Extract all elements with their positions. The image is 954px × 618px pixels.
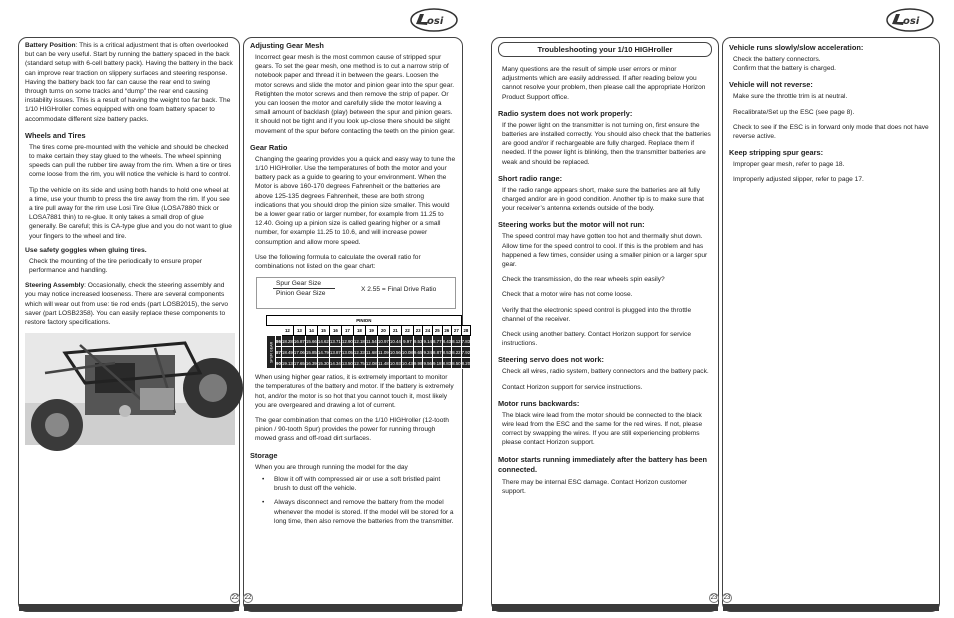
svg-text:osi: osi xyxy=(903,16,920,27)
pinion-header: 16 xyxy=(329,326,341,336)
motor-backwards-heading: Motor runs backwards: xyxy=(498,398,580,408)
ratio-cell: 12.18 xyxy=(353,336,365,347)
ratio-cell: 15.85 xyxy=(305,347,317,358)
short-range-heading: Short radio range: xyxy=(498,173,563,183)
ratio-cell: 8.87 xyxy=(432,347,442,358)
ratio-cell: 11.54 xyxy=(365,336,377,347)
ratio-cell: 8.77 xyxy=(432,336,442,347)
ratio-cell: 9.97 xyxy=(401,336,413,347)
page-number: 22 xyxy=(231,595,239,601)
ratio-cell: 19.13 xyxy=(281,358,293,369)
ratio-cell: 15.30 xyxy=(317,358,329,369)
pinion-header: 24 xyxy=(423,326,433,336)
radio-paragraph: If the power light on the transmitter is not turning on, first ensure the batteries are installed correctly. You should also check that the batteries are good and/or if rechargeable are fully charged. Replace them if needed. If the power light is blinking, then the transmitter batteries are weak and should be replaced. xyxy=(502,121,711,166)
short-range-paragraph: If the radio range appears short, make sure the batteries are all fully charged and/or are in good condition. Another tip is to make sure that your receiver’s antenna extends outside of the body. xyxy=(502,186,704,213)
gear-chart-row xyxy=(267,336,471,347)
gear-chart-rows xyxy=(267,336,471,369)
gear-chart-table xyxy=(266,315,471,369)
spur-size-cell: 90 xyxy=(276,358,282,369)
ratio-cell: 15.66 xyxy=(305,336,317,347)
gear-ratio-formula xyxy=(256,277,456,309)
gear-mesh-heading: Adjusting Gear Mesh xyxy=(250,41,324,50)
pinion-header: 23 xyxy=(413,326,423,336)
ratio-cell: 9.98 xyxy=(413,358,423,369)
gear-ratio-heading: Gear Ratio xyxy=(250,142,288,152)
pinion-header: 22 xyxy=(401,326,413,336)
ratio-cell: 17.65 xyxy=(293,358,305,369)
ratio-cell: 9.14 xyxy=(423,336,433,347)
pinion-header: 25 xyxy=(432,326,442,336)
losi-logo xyxy=(886,8,934,32)
gear-combo-paragraph: The gear combination that comes on the 1/10 HIGHroller (12-tooth pinion / 90-tooth Spur) provides the power for running through mowed grass and off-road dirt surfaces. xyxy=(255,417,449,443)
ratio-cell: 18.28 xyxy=(281,336,293,347)
ratio-cell: 12.33 xyxy=(353,347,365,358)
ratio-cell: 10.93 xyxy=(389,358,401,369)
ratio-cell: 9.24 xyxy=(423,347,433,358)
ratio-cell: 16.87 xyxy=(293,336,305,347)
page-number: 23 xyxy=(723,595,731,601)
spur-size-cell: 87 xyxy=(276,347,282,358)
ratio-cell: 11.48 xyxy=(377,358,389,369)
wheels-paragraph: The tires come pre-mounted with the vehicle and should be checked to make certain they stay glued to the wheels. The wheel spinning speeds can pull the rubber tire away from the rim. When a tire or tires come loose from the rim, you will notice the vehicle is hard to control. xyxy=(29,143,232,179)
spur-gears-paragraph: Improper gear mesh, refer to page 18. xyxy=(733,161,845,169)
motor-not-run-paragraph: Check the transmission, do the rear wheels spin easily? xyxy=(502,276,665,284)
steering-assembly-paragraph: Steering Assembly: Occasionally, check the steering assembly and you may notice increased looseness. There are several components which will wear out from use: tie rod ends (part LOSB2015), the servo saver (part LOSB2358). You can easily replace these components to restore factory specifications. xyxy=(25,282,229,327)
losi-logo xyxy=(410,8,458,32)
ratio-cell: 9.65 xyxy=(413,347,423,358)
ratio-cell: 9.56 xyxy=(423,358,433,369)
ratio-cell: 10.43 xyxy=(401,358,413,369)
ratio-cell: 12.75 xyxy=(353,358,365,369)
spur-size-cell: 86 xyxy=(276,336,282,347)
page-right-column-1 xyxy=(491,37,719,612)
pinion-header: 13 xyxy=(293,326,305,336)
ratio-cell: 18.49 xyxy=(281,347,293,358)
goggles-heading: Use safety goggles when gluing tires. xyxy=(25,246,147,254)
formula-result: X 2.55 = Final Drive Ratio xyxy=(361,286,437,294)
troubleshooting-title: Troubleshooting your 1/10 HIGHroller xyxy=(498,42,712,57)
ratio-cell: 13.87 xyxy=(329,347,341,358)
spur-gears-paragraph: Improperly adjusted slipper, refer to page 17. xyxy=(733,176,864,184)
high-ratio-paragraph: When using higher gear ratios, it is extremely important to monitor the temperatures of the battery and motor. If the battery is extremely hot, and/or the motor is so hot that you cannot touch it, most likely you are overgeared and drawing a lot of current. xyxy=(255,374,454,409)
pinion-header: 18 xyxy=(353,326,365,336)
ratio-cell: 12.08 xyxy=(365,358,377,369)
page-left-column-2 xyxy=(243,37,471,612)
ratio-cell: 7.83 xyxy=(461,336,471,347)
storage-list xyxy=(262,475,456,526)
gear-mesh-paragraph: Incorrect gear mesh is the most common cause of stripped spur gears. To set the gear mesh, one method is to cut a narrow strip of notebook paper and thread it in between the gears. Loosen the motor screws and slide the motor and pinion gear into the spur gear. Retighten the motor screws and then remove the strip of paper. Or you can loosen the motor and carefully slide the motor leaving a small amount of backlash (play) between the spur and pinion gears. It should not be tight and if you look up-close there should be slight movement of the spur before contacting the teeth on the pinion gear. xyxy=(255,54,455,135)
spur-gears-heading: Keep stripping spur gears: xyxy=(729,148,824,158)
pinion-header: 27 xyxy=(452,326,462,336)
storage-heading: Storage xyxy=(250,450,278,460)
ratio-cell: 10.97 xyxy=(377,336,389,347)
pinion-header: 15 xyxy=(317,326,329,336)
ratio-cell: 10.56 xyxy=(389,347,401,358)
ratio-cell: 13.71 xyxy=(329,336,341,347)
reverse-paragraph: Check to see if the ESC is in forward only mode that does not have reverse active. xyxy=(733,123,929,141)
gear-chart-row xyxy=(267,347,471,358)
servo-heading: Steering servo does not work: xyxy=(498,355,604,365)
wheels-paragraph: Tip the vehicle on its side and using both hands to hold one wheel at a time, use your thumb to press the tire away from the rim. If you see a tire pull away for the rim use Losi Tire Glue (LOSA7880 thick or LOSA7881 thin) to re-glue. It only takes a small drop of glue generally. Be careful; this is CA-type glue and you do not want to glue your fingers to the wheel and tire. xyxy=(29,186,232,240)
svg-text:osi: osi xyxy=(427,16,444,27)
ratio-cell: 16.39 xyxy=(305,358,317,369)
gear-ratio-paragraph: Changing the gearing provides you a quick and easy way to tune the 1/10 HIGHroller. Use the temperatures of both the motor and your battery pack as a guide to gearing to your environment. When the Motor is above 160-170 degrees Fahrenheit or the batteries are above 125-135 degrees Fahrenheit, these are both strong indications that you should drop the pinion size smaller. This would be a lower gear ratio or larger number, for example from 11.25 to 12.40. Going up a pinion size is called gearing higher or a small number, for example 11.25 to 10.6, and will increase power consumption and allow more speed. xyxy=(255,155,456,246)
pinion-header: 26 xyxy=(442,326,452,336)
page-number: 22 xyxy=(244,595,252,601)
ratio-cell: 14.62 xyxy=(317,336,329,347)
motor-not-run-heading: Steering works but the motor will not run: xyxy=(498,220,645,230)
ratio-cell: 14.79 xyxy=(317,347,329,358)
ratio-cell: 10.44 xyxy=(389,336,401,347)
pinion-header: 12 xyxy=(281,326,293,336)
ratio-cell: 8.50 xyxy=(452,358,462,369)
ratio-cell: 12.90 xyxy=(341,336,353,347)
ratio-cell: 8.12 xyxy=(452,336,462,347)
ratio-cell: 14.34 xyxy=(329,358,341,369)
gear-chart-title: PINION xyxy=(267,316,462,326)
ratio-cell: 9.18 xyxy=(432,358,442,369)
wheels-heading: Wheels and Tires xyxy=(25,130,86,140)
servo-paragraph: Contact Horizon support for service instructions. xyxy=(502,383,643,391)
ratio-cell: 8.43 xyxy=(442,336,452,347)
ratio-cell: 17.06 xyxy=(293,347,305,358)
vehicle-chassis-photo xyxy=(25,333,235,445)
ratio-cell: 11.68 xyxy=(365,347,377,358)
slow-paragraph: Confirm that the battery is charged. xyxy=(733,65,836,73)
ratio-cell: 8.22 xyxy=(452,347,462,358)
page-number: 23 xyxy=(710,595,718,601)
reverse-paragraph: Recalibrate/Set up the ESC (see page 8). xyxy=(733,108,855,116)
ratio-cell: 11.09 xyxy=(377,347,389,358)
storage-bullet: • Always disconnect and remove the battery from the model whenever the model is stored. If the model will be stored for a long time, then also remove the batteries from the transmitter. xyxy=(262,498,456,526)
servo-paragraph: Check all wires, radio system, battery connectors and the battery pack. xyxy=(502,368,709,376)
motor-starts-paragraph: There may be internal ESC damage. Contact Horizon customer support. xyxy=(502,478,688,495)
pinion-header: 17 xyxy=(341,326,353,336)
pinion-header: 14 xyxy=(305,326,317,336)
motor-not-run-paragraph: Check using another battery. Contact Horizon support for service instructions. xyxy=(502,331,691,348)
page-left-column-1 xyxy=(18,37,240,612)
slow-heading: Vehicle runs slowly/slow acceleration: xyxy=(729,43,864,52)
motor-not-run-paragraph: Check that a motor wire has not come loose. xyxy=(502,291,633,299)
motor-not-run-paragraph: The speed control may have gotten too hot and thermally shut down. Allow time for the speed control to cool. If this is the problem and has happened a few times, consider using a smaller pinion or a larger spur gear. xyxy=(502,233,708,269)
ratio-cell: 9.53 xyxy=(413,336,423,347)
spur-gear-label: SPUR GEAR xyxy=(267,336,276,369)
formula-intro: Use the following formula to calculate the overall ratio for combinations not listed on the gear chart: xyxy=(255,253,421,271)
radio-heading: Radio system does not work properly: xyxy=(498,108,633,118)
ratio-cell: 13.50 xyxy=(341,358,353,369)
troubleshooting-intro: Many questions are the result of simple user errors or minor adjustments which are easily addressed. If after reading below you cannot resolve your problem, then please call the appropriate Horizon Product Support office. xyxy=(502,66,706,101)
ratio-cell: 13.05 xyxy=(341,347,353,358)
gear-chart-row xyxy=(267,358,471,369)
ratio-cell: 8.83 xyxy=(442,358,452,369)
battery-position-paragraph: Battery Position: This is a critical adjustment that is often overlooked but can be very useful. Start by running the battery spaced in the back (standard setup with 6-cell battery pack). Having the battery in the back can improve rear traction on slippery surfaces and steering response. Having the battery back too far can cause the rear end to swing through turns on some tracks and “dump” the rear end causing instability issues. This is a result of having the weight too far back. The 1/10 HIGHroller comes equipped with one foam battery spacer to accommodate different size battery packs. xyxy=(25,42,233,123)
reverse-heading: Vehicle will not reverse: xyxy=(729,80,813,90)
storage-bullet: • Blow it off with compressed air or use a soft bristled paint brush to dust off the vehicle. xyxy=(262,475,456,493)
ratio-cell: 8.53 xyxy=(442,347,452,358)
storage-intro: When you are through running the model for the day xyxy=(255,463,408,471)
page-right-column-2 xyxy=(722,37,940,612)
pinion-header: 28 xyxy=(461,326,471,336)
goggles-paragraph: Check the mounting of the tire periodically to ensure proper performance and handling. xyxy=(29,257,202,275)
slow-paragraph: Check the battery connectors. xyxy=(733,56,821,63)
ratio-cell: 10.08 xyxy=(401,347,413,358)
pinion-header: 21 xyxy=(389,326,401,336)
reverse-paragraph: Make sure the throttle trim is at neutral. xyxy=(733,93,848,101)
motor-backwards-paragraph: The black wire lead from the motor should be connected to the black wire lead from the ESC and the same for the red wires. If not, please correct by swapping the wires. If you are still experiencing problems please contact Horizon support. xyxy=(502,411,703,447)
ratio-cell: 7.92 xyxy=(461,347,471,358)
motor-not-run-paragraph: Verify that the electronic speed control is plugged into the throttle channel of the receiver. xyxy=(502,306,692,323)
pinion-header: 19 xyxy=(365,326,377,336)
formula-denominator: Pinion Gear Size xyxy=(276,290,326,298)
motor-starts-heading: Motor starts running immediately after the battery has been connected. xyxy=(498,454,708,474)
ratio-cell: 8.20 xyxy=(461,358,471,369)
formula-numerator: Spur Gear Size xyxy=(273,280,335,289)
pinion-header: 20 xyxy=(377,326,389,336)
